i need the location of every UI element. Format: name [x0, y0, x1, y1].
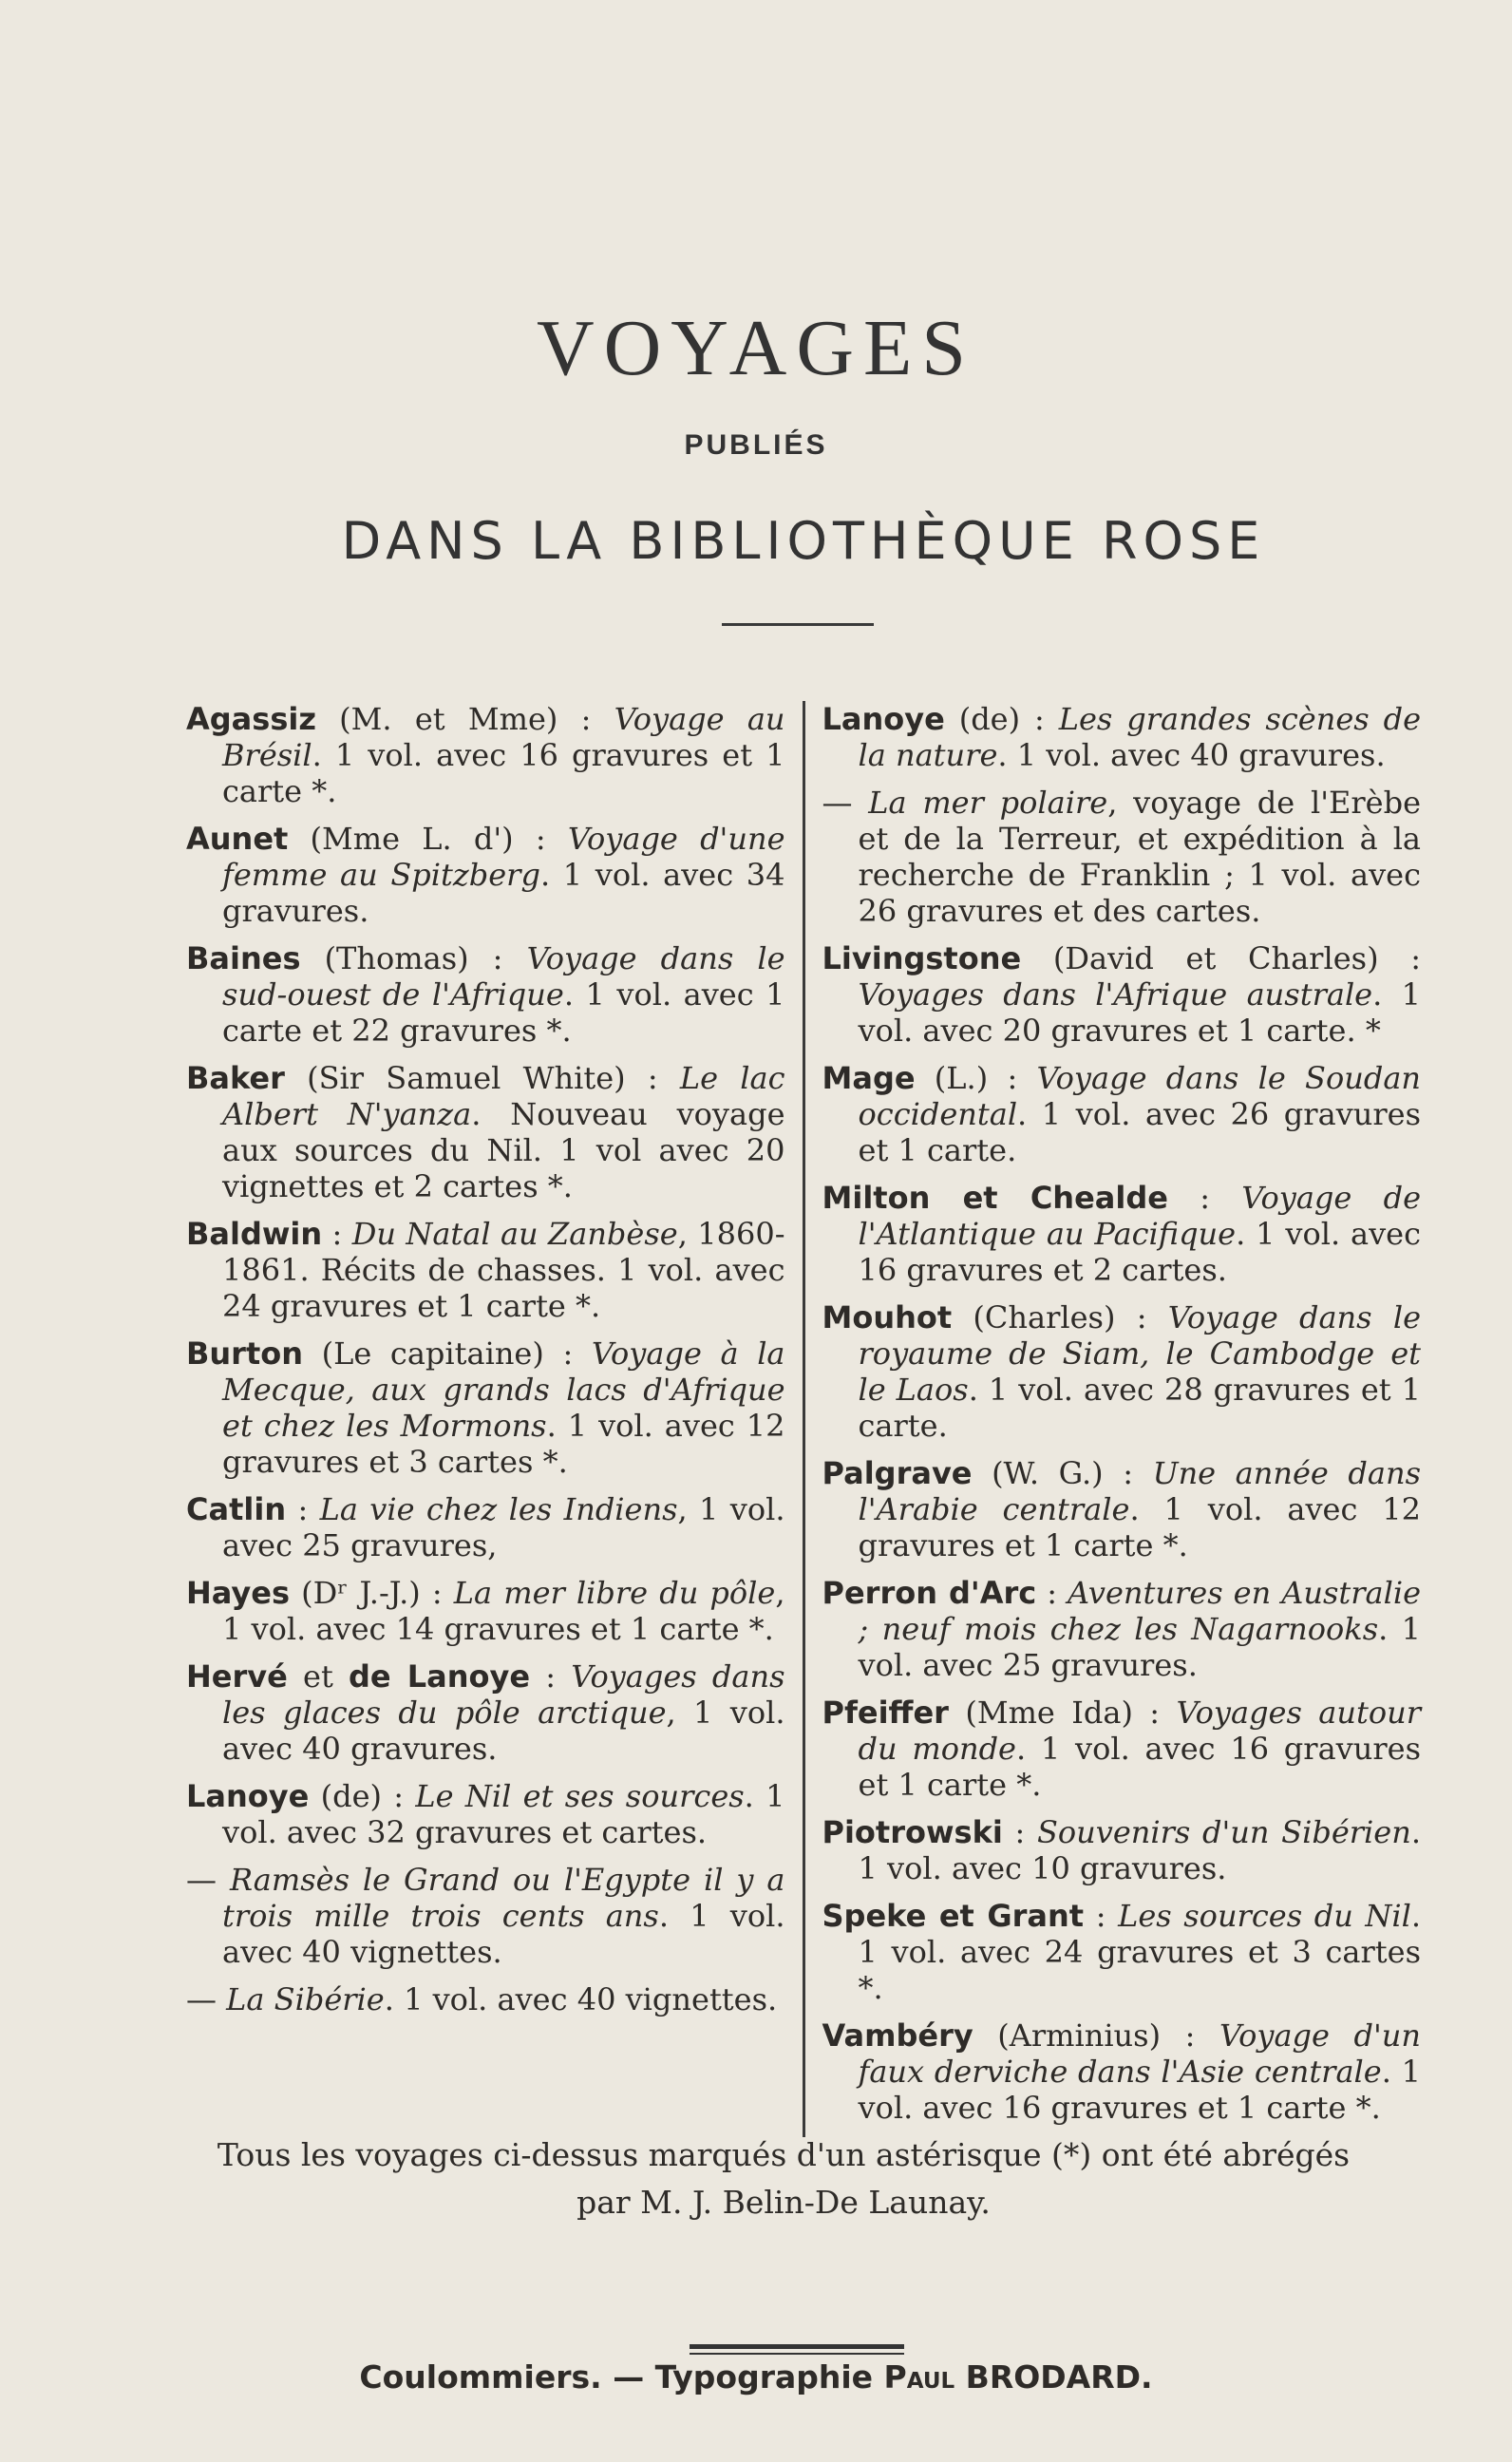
entry-author: Piotrowski [822, 1814, 1003, 1850]
book-entry [186, 1575, 785, 1647]
entry-author: Lanoye [186, 1778, 310, 1814]
book-entry [822, 1060, 1422, 1168]
entry-author: Baines [186, 940, 301, 976]
entry-details: , 1 vol. avec 14 gravures et 1 carte *. [222, 1575, 785, 1647]
entry-details: . 1 vol. avec 40 vignettes. [384, 1981, 778, 2017]
entry-intro: — [186, 1862, 230, 1898]
entry-details: . 1 vol. avec 24 gravures et 3 cartes *. [858, 1898, 1422, 2006]
book-entry [822, 785, 1422, 929]
entry-author: Agassiz [186, 701, 316, 737]
entry-author: Livingstone [822, 940, 1022, 976]
entry-intro: : [1036, 1575, 1068, 1611]
book-entry [186, 1778, 785, 1850]
entry-intro: (Dʳ J.-J.) : [290, 1575, 454, 1611]
entry-details: . 1 vol. avec 16 gravures et 1 carte *. [858, 2054, 1422, 2126]
entry-intro: (de) : [309, 1778, 416, 1814]
entry-intro: (W. G.) : [972, 1455, 1153, 1491]
book-entry [822, 1814, 1422, 1886]
entry-author: Aunet [186, 821, 289, 857]
entry-title: Voyages dans l'Afrique australe [858, 976, 1373, 1013]
entry-title: Les grandes scènes de la nature [858, 701, 1422, 773]
entry-details: . 1 vol. avec 12 gravures et 1 carte *. [858, 1491, 1422, 1563]
entry-title: Aventures en Australie ; neuf mois chez les Nagarnooks [858, 1575, 1421, 1647]
book-entry [186, 1216, 785, 1324]
entry-details: . Nouveau voyage aux sources du Nil. 1 vol avec 20 vignettes et 2 cartes *. [222, 1096, 785, 1204]
entry-intro: (David et Charles) : [1021, 940, 1421, 976]
entry-title: La Sibérie [226, 1981, 385, 2017]
entry-author: Baker [186, 1060, 285, 1096]
entry-intro: (de) : [944, 701, 1059, 737]
left-column [186, 701, 803, 2137]
entry-author: Lanoye [822, 701, 945, 737]
entry-author: Mouhot [822, 1299, 953, 1335]
entry-intro: : [1084, 1898, 1119, 1934]
printer-footer [0, 2358, 1512, 2396]
entry-author: Hervé [186, 1658, 288, 1695]
entry-details: . 1 vol. avec 28 gravures et 1 carte. [858, 1372, 1422, 1444]
entry-title: Voyages dans les glaces du pôle arctique [222, 1658, 785, 1731]
entry-details: . 1 vol. avec 10 gravures. [858, 1814, 1421, 1886]
entry-title: La mer polaire [868, 785, 1108, 821]
book-entry [186, 940, 785, 1049]
divider [722, 623, 874, 626]
entry-details: . 1 vol. avec 26 gravures et 1 carte. [858, 1096, 1421, 1168]
entry-title: Ramsès le Grand ou l'Egypte il y a trois mille trois cents ans [222, 1862, 785, 1934]
entry-title: La vie chez les Indiens [319, 1491, 678, 1527]
entry-title: Voyage au Brésil [222, 701, 785, 773]
book-entry [186, 1060, 785, 1204]
entry-author: Vambéry [822, 2017, 973, 2054]
entry-title: Voyage d'une femme au Spitzberg [222, 821, 785, 893]
entry-title: Souvenirs d'un Sibérien [1036, 1814, 1411, 1850]
book-entry [186, 1335, 785, 1480]
entry-author-2: de Lanoye [349, 1658, 531, 1695]
book-entry [822, 701, 1422, 773]
book-entry [822, 1455, 1422, 1563]
book-entry [822, 940, 1422, 1049]
entry-intro: : [286, 1491, 320, 1527]
entry-details: . 1 vol. avec 16 gravures et 1 carte *. [222, 737, 785, 809]
entry-author: Catlin [186, 1491, 287, 1527]
entry-author: Burton [186, 1335, 304, 1372]
entry-details: , 1860-1861. Récits de chasses. 1 vol. avec 24 gravures et 1 carte *. [222, 1216, 785, 1324]
entry-title: La mer libre du pôle [453, 1575, 776, 1611]
book-entry [186, 1981, 785, 2017]
entry-title: Voyage d'un faux derviche dans l'Asie centrale [858, 2017, 1422, 2090]
entry-intro: (Thomas) : [300, 940, 527, 976]
book-entry [822, 1575, 1422, 1683]
entry-title: Du Natal au Zanbèse [351, 1216, 678, 1252]
entry-intro-2: : [530, 1658, 572, 1695]
entry-intro: : [1167, 1180, 1242, 1216]
book-entry [186, 821, 785, 929]
book-entry [186, 1491, 785, 1563]
entry-intro: — [186, 1981, 227, 2017]
entry-intro: (Le capitaine) : [303, 1335, 592, 1372]
entry-details: . 1 vol. avec 32 gravures et cartes. [222, 1778, 785, 1850]
abridgement-note: Tous les voyages ci-dessus marqués d'un astérisque (*) ont été abrégés par M. J. Belin-De Launay. [217, 2136, 1351, 2221]
footer-city: Coulommiers. — Typographie [359, 2358, 884, 2396]
series-title: DANS LA BIBLIOTHÈQUE ROSE [341, 511, 1266, 571]
entry-title: Une année dans l'Arabie centrale [858, 1455, 1422, 1527]
book-entry [186, 701, 785, 809]
entry-title: Voyage à la Mecque, aux grands lacs d'Afrique et chez les Mormons [222, 1335, 785, 1444]
entry-title: Le lac Albert N'yanza [222, 1060, 785, 1132]
book-list [186, 701, 1421, 2137]
entry-details: . 1 vol. avec 16 gravures et 2 cartes. [858, 1216, 1422, 1288]
book-entry [822, 1180, 1422, 1288]
entry-intro: et [287, 1658, 350, 1695]
entry-intro: (L.) : [915, 1060, 1037, 1096]
book-entry [186, 1862, 785, 1970]
footer-divider-thin [690, 2353, 904, 2355]
entry-title: Voyage dans le sud-ouest de l'Afrique [222, 940, 785, 1013]
page-title: VOYAGES [536, 304, 976, 392]
entry-details: . 1 vol. avec 34 gravures. [222, 857, 785, 929]
entry-intro: (Sir Samuel White) : [284, 1060, 680, 1096]
entry-intro: : [1002, 1814, 1037, 1850]
entry-author: Speke et Grant [822, 1898, 1085, 1934]
right-column [803, 701, 1422, 2137]
subtitle: PUBLIÉS [684, 429, 828, 461]
entry-details: , 1 vol. avec 25 gravures, [222, 1491, 785, 1563]
entry-intro: (M. et Mme) : [315, 701, 614, 737]
book-entry [822, 1299, 1422, 1444]
book-entry [822, 1898, 1422, 2006]
entry-details: . 1 vol. avec 16 gravures et 1 carte *. [858, 1731, 1422, 1803]
footer-printer-last: BRODARD. [954, 2358, 1153, 2396]
entry-title: Voyages autour du monde [858, 1695, 1422, 1767]
entry-title: Voyage de l'Atlantique au Pacifique [858, 1180, 1422, 1252]
entry-details: , voyage de l'Erèbe et de la Terreur, et expédition à la recherche de Franklin ; 1 vol. avec 26 gravures et des cartes. [858, 785, 1421, 929]
book-entry [186, 1658, 785, 1767]
entry-author: Perron d'Arc [822, 1575, 1037, 1611]
entry-intro: (Mme L. d') : [288, 821, 568, 857]
entry-intro: (Arminius) : [973, 2017, 1219, 2054]
entry-details: . 1 vol. avec 1 carte et 22 gravures *. [222, 976, 785, 1049]
entry-intro: — [822, 785, 869, 821]
entry-author: Baldwin [186, 1216, 323, 1252]
entry-title: Le Nil et ses sources [415, 1778, 745, 1814]
book-entry [822, 2017, 1422, 2126]
entry-author: Palgrave [822, 1455, 973, 1491]
entry-intro: (Charles) : [952, 1299, 1168, 1335]
entry-author: Hayes [186, 1575, 290, 1611]
entry-details: , 1 vol. avec 40 gravures. [222, 1695, 785, 1767]
entry-details: . 1 vol. avec 25 gravures. [858, 1611, 1422, 1683]
entry-details: . 1 vol. avec 20 gravures et 1 carte. * [858, 976, 1421, 1049]
entry-author: Pfeiffer [822, 1695, 949, 1731]
entry-details: . 1 vol. avec 12 gravures et 3 cartes *. [222, 1408, 785, 1480]
entry-title: Voyage dans le Soudan occidental [858, 1060, 1421, 1132]
entry-intro: (Mme Ida) : [948, 1695, 1177, 1731]
entry-details: . 1 vol. avec 40 vignettes. [222, 1898, 785, 1970]
entry-title: Les sources du Nil [1118, 1898, 1411, 1934]
entry-author: Mage [822, 1060, 916, 1096]
book-entry [822, 1695, 1422, 1803]
entry-author: Milton et Chealde [822, 1180, 1168, 1216]
footer-printer-first: Paul [883, 2358, 955, 2396]
entry-title: Voyage dans le royaume de Siam, le Cambodge et le Laos [858, 1299, 1422, 1408]
entry-details: . 1 vol. avec 40 gravures. [997, 737, 1386, 773]
entry-intro: : [322, 1216, 352, 1252]
footer-divider [690, 2344, 904, 2349]
